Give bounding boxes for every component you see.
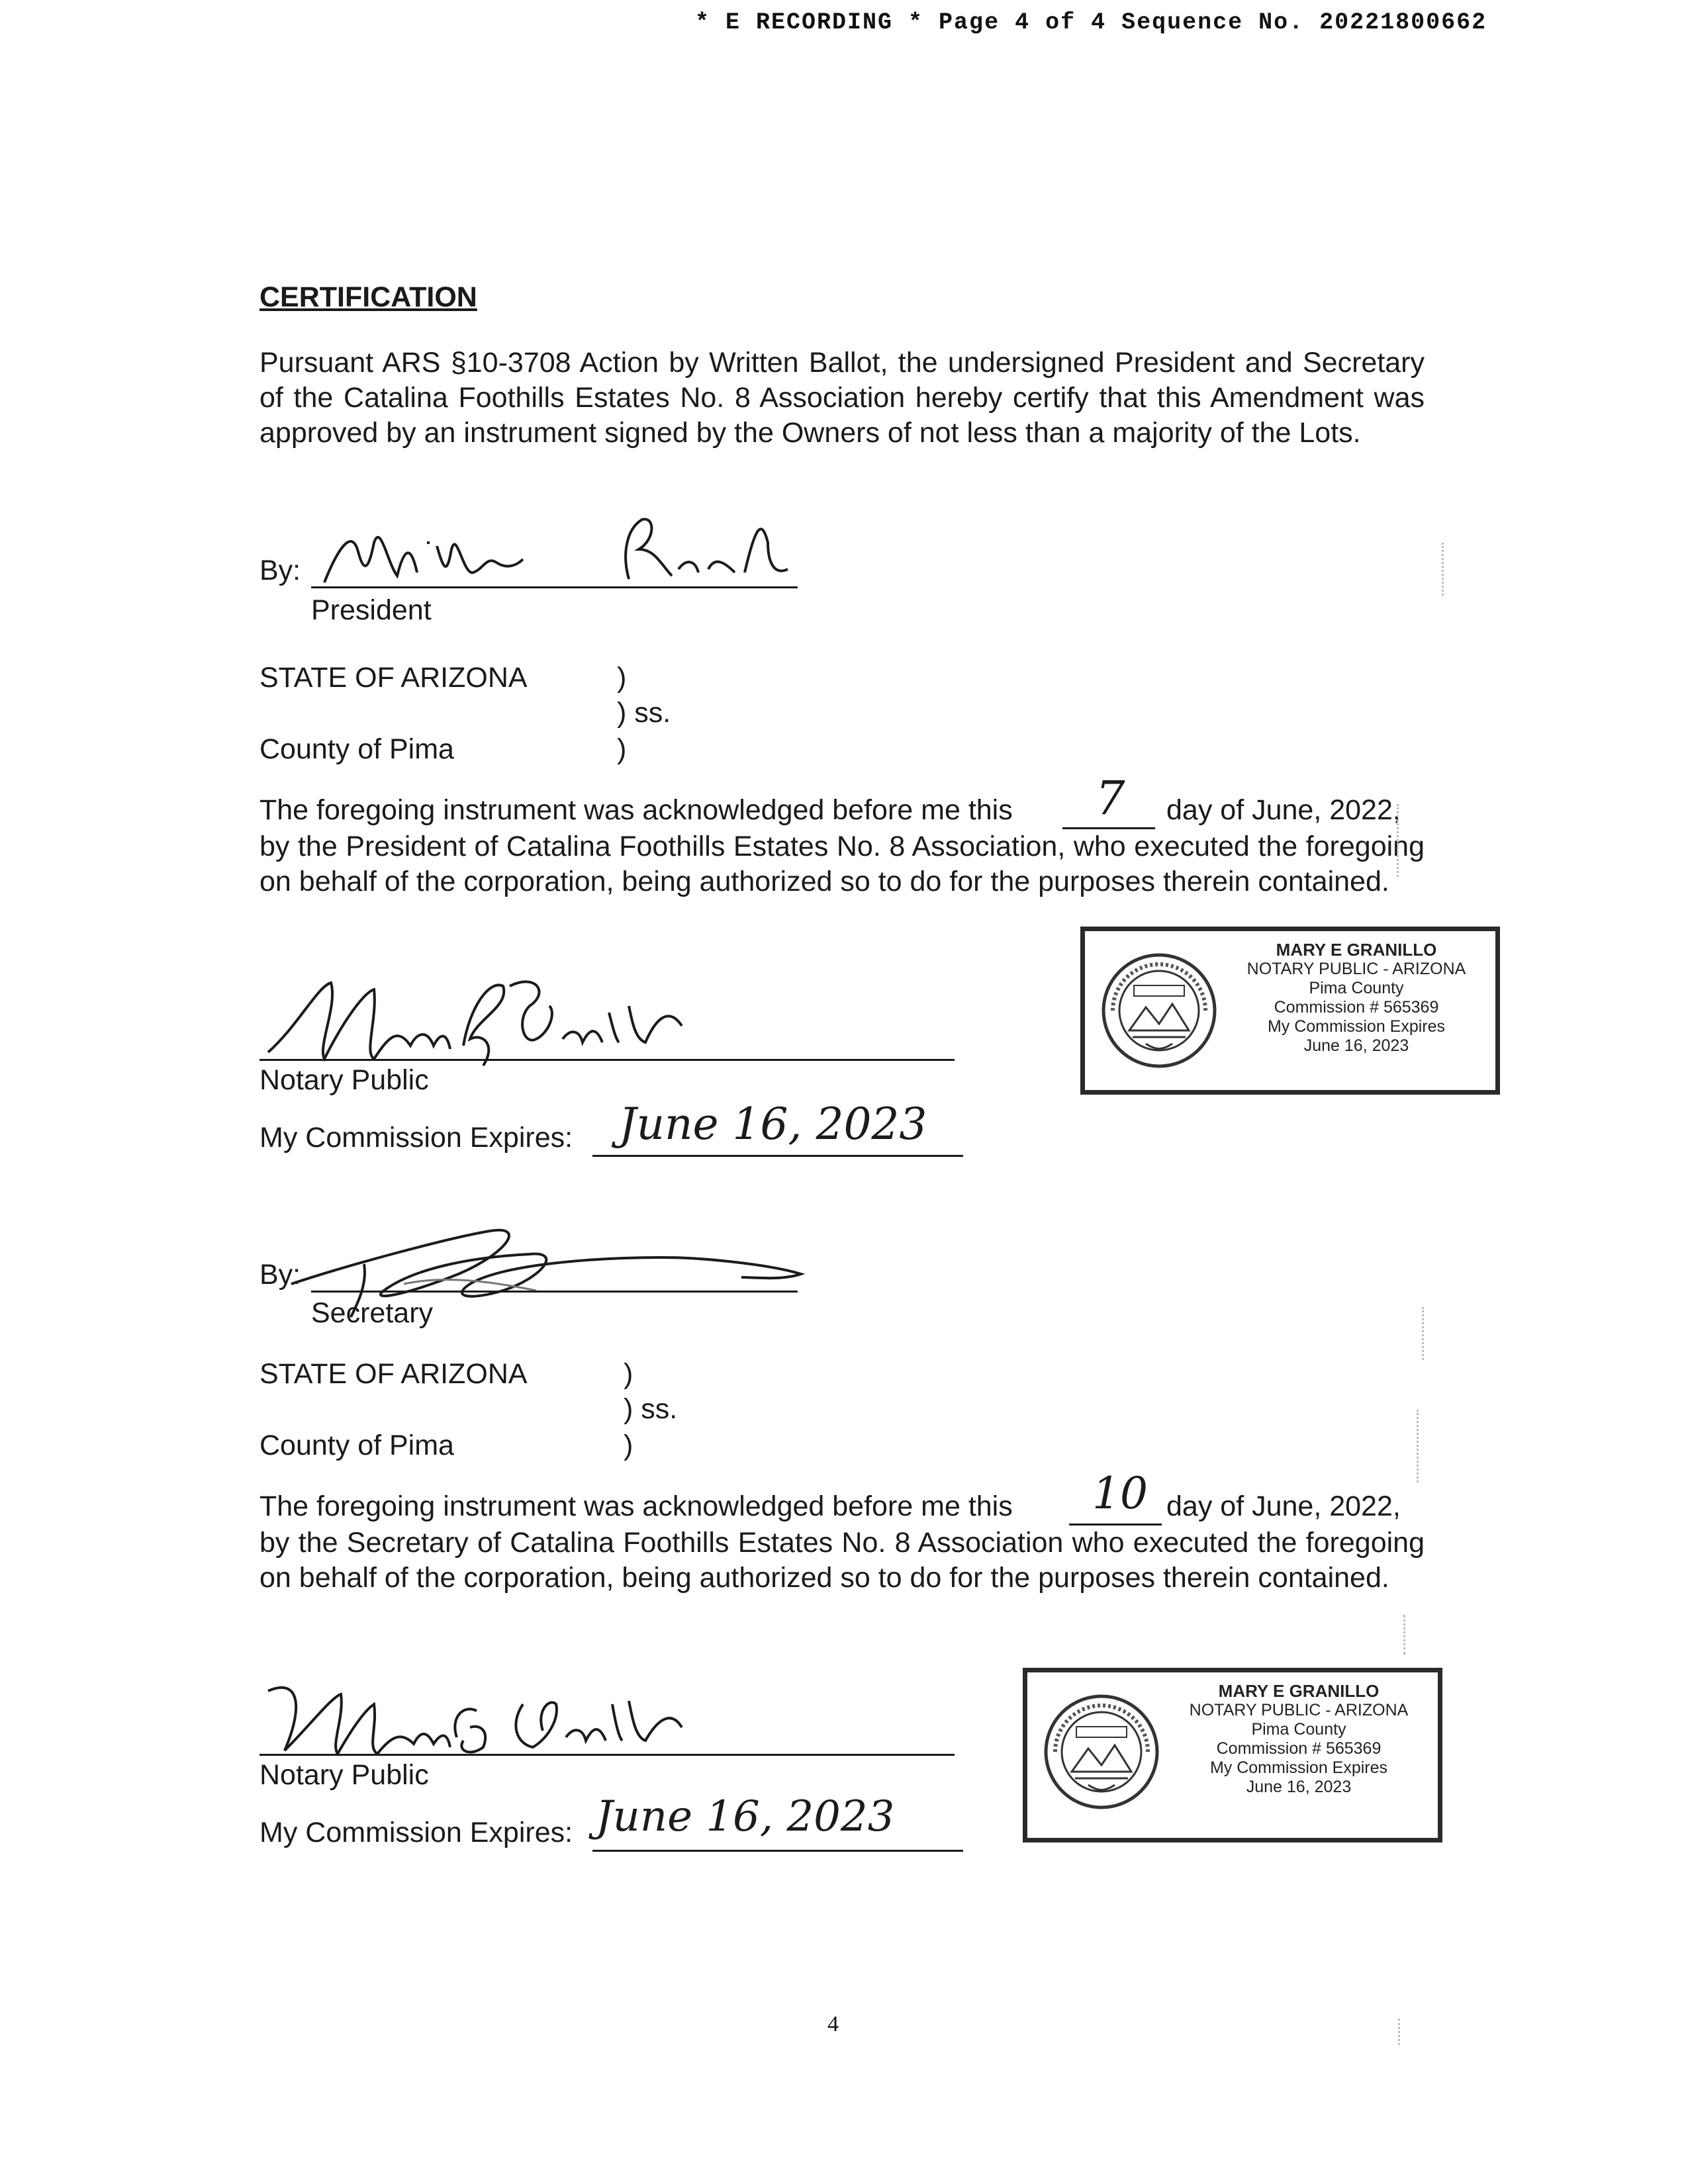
secretary-ack-rest: by the Secretary of Catalina Foothills Estates No. 8 Association who executed the foregoing on behalf of the corporation, being authorized so to do for the purposes therein contained. bbox=[259, 1527, 1425, 1594]
president-day-handwritten: 7 bbox=[1096, 771, 1125, 825]
stamp-text-president bbox=[1224, 940, 1489, 1056]
stamp-expires-date: June 16, 2023 bbox=[1246, 1778, 1352, 1796]
scan-artifact bbox=[1417, 1410, 1421, 1482]
president-notary-label: Notary Public bbox=[259, 1064, 429, 1096]
secretary-role-label: Secretary bbox=[311, 1297, 434, 1329]
stamp-name: MARY E GRANILLO bbox=[1218, 1681, 1380, 1701]
stamp-county: Pima County bbox=[1251, 1720, 1346, 1739]
president-commission-label: My Commission Expires: bbox=[259, 1122, 573, 1154]
stamp-commission: Commission # 565369 bbox=[1216, 1739, 1382, 1758]
certification-body: Pursuant ARS §10-3708 Action by Written Ballot, the undersigned President and Secretary of the Catalina Foothills Estates No. 8 Association hereby certify that this Amendment was approved by an instrument signed by the Owners of not less than a majority of the Lots. bbox=[259, 347, 1425, 449]
president-notary-signature bbox=[258, 966, 722, 1079]
president-ack-after: day of June, 2022, bbox=[1166, 794, 1401, 826]
president-signature bbox=[311, 503, 814, 596]
president-commission-handwritten: June 16, 2023 bbox=[619, 1099, 927, 1150]
page-number: 4 bbox=[827, 2012, 839, 2036]
scan-artifact bbox=[1422, 1307, 1427, 1360]
stamp-expires-label: My Commission Expires bbox=[1209, 1758, 1388, 1777]
president-ack-rest: by the President of Catalina Foothills Estates No. 8 Association, who executed the foregoing on behalf of the corporation, being authorized so to do for the purposes therein contained. bbox=[259, 831, 1425, 897]
arizona-seal-icon bbox=[1100, 951, 1219, 1070]
secretary-notary-label: Notary Public bbox=[259, 1759, 429, 1791]
secretary-ss: ) ss. bbox=[624, 1393, 678, 1425]
secretary-by-label: By: bbox=[259, 1259, 301, 1291]
president-commission-line bbox=[592, 1155, 963, 1157]
president-by-label: By: bbox=[259, 555, 301, 586]
secretary-day-handwritten: 10 bbox=[1092, 1468, 1148, 1519]
stamp-title: NOTARY PUBLIC - ARIZONA bbox=[1246, 960, 1466, 978]
secretary-paren-2: ) bbox=[624, 1430, 633, 1461]
stamp-text-secretary bbox=[1166, 1682, 1431, 1797]
stamp-name: MARY E GRANILLO bbox=[1276, 940, 1437, 960]
president-ack-before: The foregoing instrument was acknowledged before me this bbox=[259, 794, 1013, 826]
stamp-county: Pima County bbox=[1309, 979, 1404, 997]
secretary-paren-1: ) bbox=[624, 1358, 633, 1390]
secretary-commission-label: My Commission Expires: bbox=[259, 1817, 573, 1848]
secretary-notary-line bbox=[259, 1754, 955, 1756]
stamp-commission: Commission # 565369 bbox=[1274, 998, 1439, 1017]
secretary-state-label: STATE OF ARIZONA bbox=[259, 1358, 528, 1390]
notary-stamp-president bbox=[1080, 927, 1500, 1095]
president-state-label: STATE OF ARIZONA bbox=[259, 662, 528, 694]
president-signature-line bbox=[311, 586, 798, 588]
certification-title: CERTIFICATION bbox=[259, 281, 477, 313]
secretary-ack-before: The foregoing instrument was acknowledged before me this bbox=[259, 1490, 1013, 1522]
stamp-title: NOTARY PUBLIC - ARIZONA bbox=[1189, 1701, 1409, 1719]
secretary-commission-line bbox=[592, 1850, 963, 1852]
secretary-signature-line bbox=[311, 1291, 798, 1293]
president-role-label: President bbox=[311, 594, 432, 626]
president-notary-line bbox=[259, 1059, 955, 1061]
secretary-commission-handwritten: June 16, 2023 bbox=[596, 1792, 895, 1841]
stamp-expires-date: June 16, 2023 bbox=[1303, 1036, 1409, 1055]
president-county-label: County of Pima bbox=[259, 733, 454, 765]
scan-artifact bbox=[1397, 804, 1401, 877]
president-paren-1: ) bbox=[617, 662, 627, 694]
president-paren-2: ) bbox=[617, 733, 627, 765]
scan-artifact bbox=[1398, 2019, 1403, 2045]
arizona-seal-icon bbox=[1042, 1692, 1161, 1811]
president-ss: ) ss. bbox=[617, 697, 671, 729]
notary-stamp-secretary bbox=[1023, 1668, 1442, 1843]
secretary-county-label: County of Pima bbox=[259, 1430, 454, 1461]
recording-header: * E RECORDING * Page 4 of 4 Sequence No. 20221800662 bbox=[695, 9, 1487, 36]
scan-artifact bbox=[1442, 543, 1446, 596]
secretary-ack-after: day of June, 2022, bbox=[1166, 1490, 1401, 1522]
scan-artifact bbox=[1403, 1615, 1408, 1655]
stamp-expires-label: My Commission Expires bbox=[1267, 1017, 1446, 1036]
